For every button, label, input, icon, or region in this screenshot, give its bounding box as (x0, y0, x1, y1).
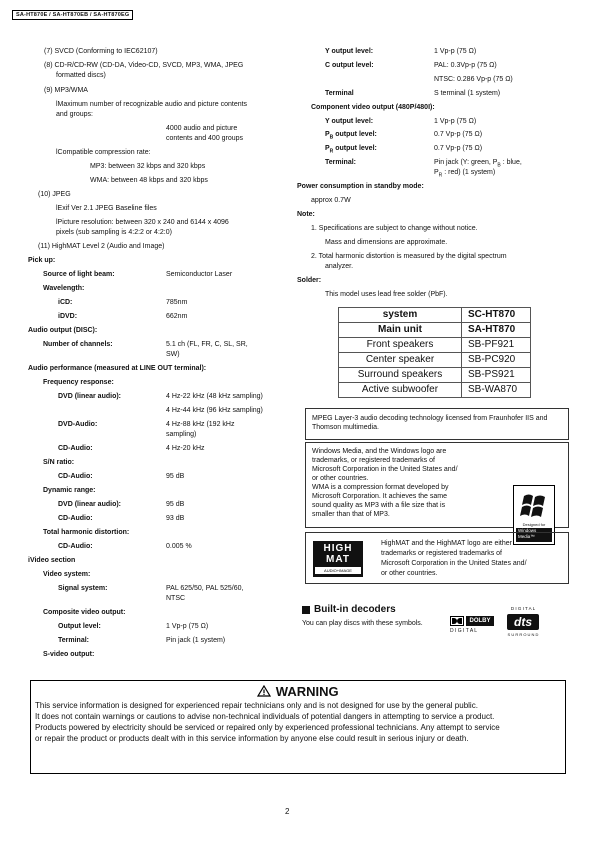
value-solder: This model uses lead free solder (PbF). (325, 291, 448, 298)
label-video-system: Video system: (43, 571, 91, 578)
label-dyn-dvd: DVD (linear audio): (58, 501, 122, 508)
label-icd: iCD: (58, 299, 73, 306)
label-y-output: Y output level: (325, 48, 374, 55)
spec-compat: lCompatible compression rate: (56, 149, 151, 156)
spec-picres: lPicture resolution: between 320 x 240 and 6144 x 4096 (56, 219, 229, 226)
warning-line-3: Products powered by electricity should be serviced or repaired only by experienced professional technicians. Any attempt to service (35, 723, 500, 732)
value-output-level: 1 Vp-p (75 Ω) (166, 623, 209, 630)
value-c-output-ntsc: NTSC: 0.286 Vp-p (75 Ω) (434, 76, 513, 83)
label-pb-output: $P_B$ output level: (325, 131, 377, 141)
value-dvd-linear-1: 4 Hz-22 kHz (48 kHz sampling) (166, 393, 263, 400)
dolby-digital-logo (450, 616, 496, 638)
label-sn-cd: CD-Audio: (58, 473, 93, 480)
value-s-terminal: S terminal (1 system) (434, 90, 501, 97)
label-thd: Total harmonic distortion: (43, 529, 130, 536)
label-idvd: iDVD: (58, 313, 78, 320)
decoders-title: Built-in decoders (314, 604, 396, 615)
warning-line-4: or repair the product or products dealt with in this service information by anyone else could result in serious injury or death. (35, 734, 469, 743)
label-terminal: Terminal: (58, 637, 89, 644)
label-dvd-linear: DVD (linear audio): (58, 393, 122, 400)
table-cell: SB-WA870 (462, 383, 531, 398)
table-row (339, 338, 531, 353)
warning-line-1: This service information is designed for experienced repair technicians only and is not designed for use by the general public. (35, 701, 478, 710)
label-comp-terminal: Terminal: (325, 159, 356, 166)
spec-maxnum: lMaximum number of recognizable audio and picture contents (56, 101, 248, 108)
section-solder: Solder: (297, 277, 322, 284)
spec-mp3rate: MP3: between 32 kbps and 320 kbps (90, 163, 206, 170)
value-comp-terminal-2: $P_R$ : red) (1 system) (434, 169, 496, 179)
value-channels-cont: SW) (166, 351, 180, 358)
model-header: SA-HT870E / SA-HT870EB / SA-HT870EG (12, 10, 133, 20)
spec-highmat: (11) HighMAT Level 2 (Audio and Image) (38, 243, 165, 250)
hm-text-1: HighMAT and the HighMAT logo are either (381, 540, 512, 547)
section-note: Note: (297, 211, 315, 218)
table-cell: SB-PC920 (462, 353, 531, 368)
label-dyn-cd: CD-Audio: (58, 515, 93, 522)
table-cell: SB-PS921 (462, 368, 531, 383)
label-sn-ratio: S/N ratio: (43, 459, 75, 466)
square-bullet-icon (302, 606, 310, 614)
label-s-terminal: Terminal (325, 90, 354, 97)
dts-wordmark: dts (507, 614, 539, 630)
note-2: 2. Total harmonic distortion is measured by the digital spectrum (311, 253, 507, 260)
spec-jpeg: (10) JPEG (38, 191, 71, 198)
table-cell: Front speakers (339, 338, 462, 353)
note-1-cont: Mass and dimensions are approximate. (325, 239, 448, 246)
spec-exif: lExif Ver 2.1 JPEG Baseline files (56, 205, 157, 212)
label-frequency: Frequency response: (43, 379, 114, 386)
wm-text-3: Microsoft Corporation in the United States and/ (312, 466, 458, 473)
warning-triangle-icon (257, 685, 271, 697)
decoders-subtitle: You can play discs with these symbols. (302, 620, 423, 627)
windows-flag-icon (514, 488, 554, 522)
wm-text-6: Microsoft Corporation. It achieves the same (312, 493, 448, 500)
warning-title: WARNING (275, 684, 339, 699)
dts-digital-label: D I G I T A L (510, 606, 536, 611)
highmat-logo: HIGH MAT AUDIO+IMAGE (313, 541, 363, 577)
spec-maxnum-cont: and groups: (56, 111, 93, 118)
table-cell: SC-HT870 (462, 308, 531, 323)
table-cell: Active subwoofer (339, 383, 462, 398)
table-cell: Surround speakers (339, 368, 462, 383)
wm-text-2: trademarks, or registered trademarks of (312, 457, 435, 464)
warning-line-2: It does not contain warnings or cautions to advise non-technical individuals of potential dangers in attempting to service a product. (35, 712, 495, 721)
logo-designed-for: Designed for (522, 522, 546, 527)
spec-picres-cont: pixels (sub sampling is 4:2:2 or 4:2:0) (56, 229, 172, 236)
value-terminal: Pin jack (1 system) (166, 637, 226, 644)
value-dvd-audio-2: sampling) (166, 431, 197, 438)
section-power: Power consumption in standby mode: (297, 183, 424, 190)
table-cell: system (339, 308, 462, 323)
spec-cdr: (8) CD-R/CD-RW (CD-DA, Video-CD, SVCD, MP3, WMA, JPEG (44, 62, 244, 69)
wm-text-4: or other countries. (312, 475, 369, 482)
wm-text-7: sound quality as MP3 with a file size that is (312, 502, 446, 509)
spec-mp3wma: (9) MP3/WMA (44, 87, 88, 94)
value-dvd-linear-2: 4 Hz-44 kHz (96 kHz sampling) (166, 407, 263, 414)
value-dyn-dvd: 95 dB (166, 501, 185, 508)
value-signal-system-2: NTSC (166, 595, 186, 602)
wm-text-1: Windows Media, and the Windows logo are (312, 448, 447, 455)
value-y-output: 1 Vp-p (75 Ω) (434, 48, 477, 55)
table-row (339, 353, 531, 368)
page-number: 2 (285, 807, 290, 816)
value-dvd-audio-1: 4 Hz-88 kHz (192 kHz (166, 421, 235, 428)
value-idvd: 662nm (166, 313, 188, 320)
section-video: iVideo section (28, 557, 76, 564)
section-component: Component video output (480P/480I): (311, 104, 435, 111)
spec-svcd: (7) SVCD (Conforming to IEC62107) (44, 48, 158, 55)
label-thd-cd: CD-Audio: (58, 543, 93, 550)
label-svideo: S-video output: (43, 651, 95, 658)
hm-text-4: or other countries. (381, 570, 438, 577)
wm-text-5: WMA is a compression format developed by (312, 484, 449, 491)
value-power: approx 0.7W (311, 197, 351, 204)
value-pb-output: 0.7 Vp-p (75 Ω) (434, 131, 483, 138)
value-c-output-pal: PAL: 0.3Vp-p (75 Ω) (434, 62, 497, 69)
warning-box (30, 680, 566, 774)
value-comp-terminal-1: Pin jack (Y: green, $P_B$ : blue, (434, 159, 522, 169)
mpeg-notice-box (305, 408, 569, 440)
label-signal-system: Signal system: (58, 585, 108, 592)
label-composite: Composite video output: (43, 609, 126, 616)
spec-wmarate: WMA: between 48 kbps and 320 kbps (90, 177, 208, 184)
value-beam: Semiconductor Laser (166, 271, 233, 278)
section-pickup: Pick up: (28, 257, 56, 264)
wm-text-8: smaller than that of MP3. (312, 511, 390, 518)
value-cd-audio: 4 Hz-20 kHz (166, 445, 205, 452)
value-signal-system-1: PAL 625/50, PAL 525/60, (166, 585, 244, 592)
logo-windows-media-label: Windows Media™ (516, 528, 552, 542)
label-dynamic-range: Dynamic range: (43, 487, 96, 494)
label-output-level: Output level: (58, 623, 101, 630)
table-cell: Center speaker (339, 353, 462, 368)
value-dyn-cd: 93 dB (166, 515, 185, 522)
hm-text-2: trademarks or registered trademarks of (381, 550, 502, 557)
warning-heading (31, 683, 565, 701)
table-row (339, 308, 531, 323)
value-channels: 5.1 ch (FL, FR, C, SL, SR, (166, 341, 248, 348)
table-row (339, 323, 531, 338)
dts-logo (503, 606, 543, 640)
table-cell: Main unit (339, 323, 462, 338)
label-pr-output: $P_R$ output level: (325, 145, 377, 155)
label-channels: Number of channels: (43, 341, 113, 348)
note-2-cont: analyzer. (325, 263, 354, 270)
label-comp-y: Y output level: (325, 118, 374, 125)
table-row (339, 368, 531, 383)
label-wavelength: Wavelength: (43, 285, 85, 292)
value-pr-output: 0.7 Vp-p (75 Ω) (434, 145, 483, 152)
dolby-digital-label: D I G I T A L (450, 628, 478, 634)
value-sn-cd: 95 dB (166, 473, 185, 480)
system-table (338, 307, 531, 398)
spec-maxval-cont: contents and 400 groups (166, 135, 244, 142)
dts-surround-label: S U R R O U N D (507, 632, 539, 637)
spec-cdr-cont: formatted discs) (56, 72, 106, 79)
hm-text-3: Microsoft Corporation in the United States and/ (381, 560, 527, 567)
dolby-dd-icon (450, 616, 464, 626)
value-icd: 785nm (166, 299, 188, 306)
table-cell: SB-PF921 (462, 338, 531, 353)
value-comp-y: 1 Vp-p (75 Ω) (434, 118, 477, 125)
table-cell: SA-HT870 (462, 323, 531, 338)
section-audio-output: Audio output (DISC): (28, 327, 98, 334)
value-thd-cd: 0.005 % (166, 543, 192, 550)
label-c-output: C output level: (325, 62, 374, 69)
table-row (339, 383, 531, 398)
mpeg-notice-text: MPEG Layer-3 audio decoding technology licensed from Fraunhofer IIS and Thomson multimedia. (312, 415, 548, 431)
label-beam: Source of light beam: (43, 271, 115, 278)
label-cd-audio: CD-Audio: (58, 445, 93, 452)
note-1: 1. Specifications are subject to change without notice. (311, 225, 478, 232)
section-audio-performance: Audio performance (measured at LINE OUT terminal): (28, 365, 207, 372)
dolby-wordmark: DOLBY (466, 616, 494, 626)
label-dvd-audio: DVD-Audio: (58, 421, 98, 428)
spec-maxval: 4000 audio and picture (166, 125, 238, 132)
